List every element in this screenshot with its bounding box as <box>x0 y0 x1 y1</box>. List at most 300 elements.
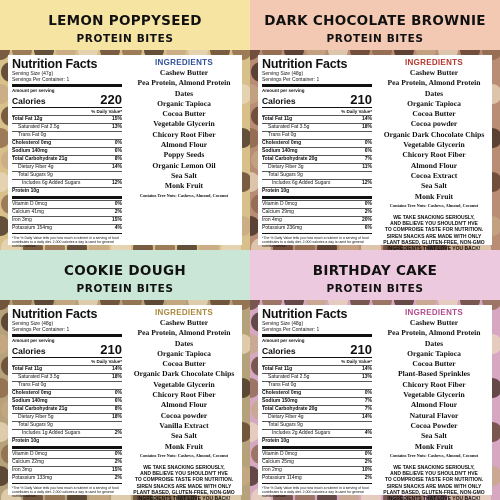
nutrient-dv: 0% <box>364 201 372 207</box>
nutrient-name: Iron 2mg <box>262 467 282 473</box>
nutrient-row <box>12 147 122 155</box>
nutrient-row <box>12 421 122 429</box>
nutrition-facts-heading: Nutrition Facts <box>12 57 98 71</box>
serving-size: Serving Size (48g) <box>262 321 304 327</box>
nutrient-name: Calcium 29mg <box>262 209 294 215</box>
calories-row <box>262 343 372 356</box>
ingredient-item: Dates <box>174 338 194 348</box>
daily-value-footnote: *The % Daily Value tells you how much a nutrient in a serving of food contributes to a daily diet. 2,000 calories a day is used for general nutrition advice. <box>12 236 119 248</box>
nutrition-facts-label <box>262 308 372 498</box>
nutrient-dv: 0% <box>364 140 372 146</box>
servings-per-container: Servings Per Container: 1 <box>12 77 70 83</box>
label-card <box>258 305 492 500</box>
calories-value: 220 <box>100 92 122 107</box>
divider <box>262 483 372 484</box>
ingredient-item: Pea Protein, Almond Protein <box>387 328 481 338</box>
serving-size: Serving Size (47g) <box>12 71 54 77</box>
ingredients-heading: INGREDIENTS <box>405 308 463 317</box>
nutrient-name: Total Sugars 9g <box>268 172 303 178</box>
nutrient-name: Total Carbohydrate 20g <box>262 156 318 162</box>
ingredient-item: Cocoa powder <box>410 119 458 129</box>
nutrient-dv: 2% <box>114 430 122 436</box>
nutrient-row <box>262 450 372 458</box>
ingredients-heading: INGREDIENTS <box>405 58 463 67</box>
ingredient-item: Almond Flour <box>160 400 208 410</box>
nutrient-dv: 2% <box>364 475 372 481</box>
nutrition-facts-heading: Nutrition Facts <box>262 307 348 321</box>
divider <box>12 483 122 484</box>
ingredient-item: Organic Lemon Oil <box>152 160 216 170</box>
nutrient-name: Sodium 140mg <box>12 398 48 404</box>
calories-value: 210 <box>350 342 372 357</box>
tagline-line: PLANT BASED, GLUTEN-FREE, NON-GMO <box>383 240 485 247</box>
daily-value-footnote: *The % Daily Value tells you how much a nutrient in a serving of food contributes to a daily diet. 2,000 calories a day is used for general nutrition advice. <box>262 236 369 248</box>
nutrient-name: Trans Fat 0g <box>268 132 297 138</box>
nutrient-dv: 7% <box>364 406 372 412</box>
calories-label: Calories <box>262 346 296 356</box>
nutrient-row <box>12 163 122 171</box>
amount-per-serving: Amount per serving <box>12 88 55 93</box>
nutrient-name: Iron 3mg <box>12 467 32 473</box>
nutrient-dv: 6% <box>114 398 122 404</box>
ingredient-item: Dates <box>174 88 194 98</box>
calories-label: Calories <box>262 96 296 106</box>
serving-size: Serving Size (48g) <box>12 321 54 327</box>
flavor-title: COOKIE DOUGH <box>64 263 186 279</box>
nutrient-row <box>12 171 122 179</box>
allergen-statement: Contains Tree Nuts: Cashews, Almond, Coconut <box>139 192 229 198</box>
product-panel-2 <box>250 0 500 250</box>
nutrient-name: Trans Fat 0g <box>268 382 297 388</box>
ingredient-item: Sea Salt <box>171 170 197 180</box>
ingredient-item: Chicory Root Fiber <box>152 390 216 400</box>
nutrient-dv: 0% <box>364 451 372 457</box>
daily-value-header: % Daily Value* <box>341 359 372 364</box>
label-card <box>8 305 242 500</box>
servings-per-container: Servings Per Container: 1 <box>262 327 320 333</box>
nutrient-row <box>12 179 122 187</box>
ingredient-item: Cocoa Butter <box>412 109 456 119</box>
ingredients-heading: INGREDIENTS <box>155 58 213 67</box>
nutrient-dv: 12% <box>361 180 372 186</box>
product-subtitle: PROTEIN BITES <box>326 33 424 45</box>
nutrient-dv: 7% <box>364 156 372 162</box>
nutrient-dv: 2% <box>364 209 372 215</box>
allergen-statement: Contains Tree Nuts: Cashews, Almond, Coconut <box>139 452 229 458</box>
ingredient-item: Vegetable Glycerin <box>403 140 465 150</box>
ingredient-item: Organic Tapioca <box>157 98 211 108</box>
ingredients-block <box>126 57 242 199</box>
nutrient-name: Protein 10g <box>262 438 290 444</box>
calories-row <box>262 93 372 106</box>
nutrient-name: Potassium 154mg <box>12 225 53 231</box>
nutrient-row <box>12 381 122 389</box>
nutrient-name: Sodium 140mg <box>262 148 298 154</box>
product-panel-1 <box>0 0 250 250</box>
nutrient-row <box>262 405 372 413</box>
nutrient-row <box>12 200 122 208</box>
ingredient-item: Dates <box>424 338 444 348</box>
tagline-line: AND BELIEVE YOU SHOULDN'T HVE <box>140 471 228 478</box>
nutrient-row <box>262 208 372 216</box>
nutrition-facts-heading: Nutrition Facts <box>262 57 348 71</box>
nutrient-name: Potassium 236mg <box>262 225 303 231</box>
amount-per-serving: Amount per serving <box>262 88 305 93</box>
nutrient-name: Vitamin D 0mcg <box>12 451 48 457</box>
tagline-line: TO COMPROISE TASTE FOR NUTRITION. <box>384 477 484 484</box>
tagline-line: WE TAKE SNACKING SERIOUSLY, <box>393 214 475 221</box>
nutrient-row <box>262 365 372 373</box>
nutrient-dv: 2% <box>114 475 122 481</box>
nutrient-dv: 13% <box>111 124 122 130</box>
nutrient-dv: 15% <box>111 116 122 122</box>
divider <box>12 446 122 449</box>
divider <box>262 107 372 108</box>
nutrient-name: Dietary Fiber 4g <box>18 164 54 170</box>
divider <box>12 233 122 234</box>
calories-label: Calories <box>12 346 46 356</box>
nutrient-row <box>262 139 372 147</box>
ingredient-item: Cocoa Extract <box>410 170 458 180</box>
nutrient-name: Total Fat 11g <box>12 366 43 372</box>
tagline-line: INGREDIENTS THAT LOVE YOU BACK! <box>137 496 231 500</box>
nutrient-name: Includes 6g Added Sugars <box>22 180 81 186</box>
ingredient-item: Pea Protein, Almond Protein <box>137 328 231 338</box>
allergen-statement: Contains Tree Nuts: Cashews, Almond, Coconut <box>389 202 479 208</box>
nutrient-name: Vitamin D 0mcg <box>262 451 298 457</box>
ingredient-item: Monk Fruit <box>164 181 204 191</box>
nutrient-name: Iron 3mg <box>12 217 32 223</box>
ingredient-item: Monk Fruit <box>414 191 454 201</box>
nutrient-row <box>262 397 372 405</box>
nutrient-dv: 2% <box>364 459 372 465</box>
nutrient-dv: 15% <box>111 217 122 223</box>
nutrient-row <box>262 373 372 381</box>
ingredient-item: Cashew Butter <box>409 318 459 327</box>
ingredient-item: Organic Tapioca <box>407 348 461 358</box>
flavor-title: LEMON POPPYSEED <box>48 13 202 29</box>
calories-label: Calories <box>12 96 46 106</box>
nutrient-row <box>262 437 372 445</box>
tagline-line: WE TAKE SNACKING SERIOUSLY, <box>393 464 475 471</box>
nutrient-dv: 14% <box>361 414 372 420</box>
ingredient-item: Pea Protein, Almond Protein <box>387 78 481 88</box>
daily-value-footnote: *The % Daily Value tells you how much a nutrient in a serving of food contributes to a daily diet. 2,000 calories a day is used for general nutrition advice. <box>12 486 119 498</box>
nutrition-facts-label <box>12 308 122 498</box>
ingredient-item: Monk Fruit <box>414 441 454 451</box>
nutrient-name: Trans Fat 0g <box>18 132 47 138</box>
nutrient-dv: 18% <box>361 124 372 130</box>
nutrient-row <box>262 123 372 131</box>
nutrient-dv: 4% <box>114 225 122 231</box>
nutrient-name: Includes 2g Added Sugars <box>272 430 331 436</box>
ingredient-item: Cocoa Butter <box>162 109 206 119</box>
nutrient-row <box>12 474 122 482</box>
nutrient-row <box>262 466 372 474</box>
nutrient-name: Total Sugars 9g <box>18 422 53 428</box>
divider <box>262 84 372 87</box>
tagline-line: TO COMPROISE TASTE FOR NUTRITION. <box>384 227 484 234</box>
nutrient-name: Dietary Fiber 3g <box>268 164 304 170</box>
nutrient-row <box>262 163 372 171</box>
amount-per-serving: Amount per serving <box>262 338 305 343</box>
nutrient-row <box>262 179 372 187</box>
product-panel-4 <box>250 250 500 500</box>
nutrient-name: Calcium 22mg <box>12 459 44 465</box>
nutrient-name: Total Fat 11g <box>262 366 293 372</box>
nutrient-row <box>12 123 122 131</box>
divider <box>12 196 122 199</box>
product-panel-3 <box>0 250 250 500</box>
nutrient-name: Vitamin D 0mcg <box>262 201 298 207</box>
divider <box>12 334 122 337</box>
ingredient-item: Vegetable Glycerin <box>153 379 215 389</box>
nutrient-row <box>12 437 122 445</box>
nutrient-row <box>12 450 122 458</box>
nutrient-dv: 0% <box>114 140 122 146</box>
nutrient-row <box>12 187 122 195</box>
nutrient-row <box>12 397 122 405</box>
divider <box>262 334 372 337</box>
nutrient-row <box>12 405 122 413</box>
tagline-line: AND BELIEVE YOU SHOULDN'T HVE <box>390 471 478 478</box>
nutrient-row <box>262 224 372 232</box>
nutrient-dv: 6% <box>364 148 372 154</box>
nutrient-dv: 8% <box>114 156 122 162</box>
daily-value-header: % Daily Value* <box>91 109 122 114</box>
label-card <box>258 55 492 250</box>
brand-tagline <box>376 215 492 250</box>
nutrient-row <box>262 216 372 224</box>
nutrient-name: Total Fat 12g <box>12 116 43 122</box>
nutrient-dv: 12% <box>111 180 122 186</box>
nutrient-name: Cholesterol 0mg <box>262 140 302 146</box>
nutrient-name: Saturated Fat 3.5g <box>18 374 60 380</box>
ingredient-item: Organic Dark Chocolate Chips <box>133 369 235 379</box>
nutrient-name: Protein 10g <box>262 188 290 194</box>
nutrient-dv: 13% <box>361 374 372 380</box>
nutrient-row <box>12 224 122 232</box>
nutrient-dv: 14% <box>111 164 122 170</box>
ingredient-item: Sea Salt <box>421 431 447 441</box>
nutrient-dv: 0% <box>114 201 122 207</box>
servings-per-container: Servings Per Container: 1 <box>12 327 70 333</box>
label-card <box>8 55 242 248</box>
tagline-line: PLANT BASED, GLUTEN-FREE, NON-GMO <box>383 490 485 497</box>
nutrient-row <box>12 155 122 163</box>
ingredient-item: Vanilla Extract <box>159 420 209 430</box>
product-subtitle: PROTEIN BITES <box>76 283 174 295</box>
ingredient-item: Cashew Butter <box>409 68 459 77</box>
serving-size: Serving Size (48g) <box>262 71 304 77</box>
nutrient-row <box>262 155 372 163</box>
nutrient-row <box>12 139 122 147</box>
nutrient-row <box>262 413 372 421</box>
ingredient-item: Almond Flour <box>410 160 458 170</box>
nutrient-name: Potassium 133mg <box>12 475 53 481</box>
calories-row <box>12 343 122 356</box>
nutrient-row <box>12 365 122 373</box>
nutrient-dv: 20% <box>361 217 372 223</box>
flavor-title: BIRTHDAY CAKE <box>312 263 438 279</box>
tagline-line: TO COMPROISE TASTE FOR NUTRITION. <box>134 477 234 484</box>
divider <box>262 357 372 358</box>
ingredient-item: Dates <box>424 88 444 98</box>
tagline-line: SIREN SNACKS ARE MADE WITH ONLY <box>136 483 232 490</box>
ingredient-item: Organic Tapioca <box>407 98 461 108</box>
nutrient-dv: 2% <box>114 459 122 465</box>
nutrient-name: Saturated Fat 2.5g <box>268 374 310 380</box>
nutrient-name: Total Carbohydrate 21g <box>12 406 68 412</box>
nutrient-row <box>12 413 122 421</box>
tagline-line: PLANT BASED, GLUTEN-FREE, NON-GMO <box>133 490 235 497</box>
nutrient-name: Saturated Fat 2.5g <box>18 124 60 130</box>
nutrient-dv: 15% <box>111 467 122 473</box>
nutrient-name: Trans Fat 0g <box>18 382 47 388</box>
nutrient-name: Cholesterol 0mg <box>12 140 52 146</box>
nutrition-facts-label <box>12 58 122 248</box>
ingredient-item: Almond Flour <box>410 400 458 410</box>
nutrient-name: Potassium 114mg <box>262 475 302 481</box>
nutrient-row <box>262 389 372 397</box>
nutrient-name: Vitamin D 0mcg <box>12 201 48 207</box>
nutrient-row <box>262 171 372 179</box>
divider <box>12 107 122 108</box>
nutrient-name: Total Sugars 9g <box>18 172 53 178</box>
nutrient-row <box>262 474 372 482</box>
nutrient-dv: 10% <box>361 467 372 473</box>
nutrient-name: Total Carbohydrate 21g <box>12 156 68 162</box>
nutrient-dv: 4% <box>364 430 372 436</box>
nutrient-row <box>262 115 372 123</box>
ingredient-item: Cocoa Powder <box>410 420 458 430</box>
tagline-line: INGREDIENTS THAT LOVE YOU BACK! <box>387 496 481 500</box>
nutrient-dv: 7% <box>364 398 372 404</box>
nutrient-row <box>262 147 372 155</box>
nutrient-name: Total Sugars 9g <box>268 422 303 428</box>
ingredient-item: Plant-Based Sprinkles <box>398 369 470 379</box>
ingredient-item: Cocoa Butter <box>412 359 456 369</box>
nutrient-row <box>12 458 122 466</box>
nutrient-row <box>262 187 372 195</box>
nutrient-dv: 8% <box>114 406 122 412</box>
tagline-line: AND BELIEVE YOU SHOULDN'T HVE <box>390 221 478 228</box>
ingredients-heading: INGREDIENTS <box>155 308 213 317</box>
brand-tagline <box>376 465 492 500</box>
ingredient-item: Vegetable Glycerin <box>153 119 215 129</box>
servings-per-container: Servings Per Container: 1 <box>262 77 320 83</box>
nutrient-dv: 0% <box>114 390 122 396</box>
ingredient-item: Organic Tapioca <box>157 348 211 358</box>
nutrient-name: Calcium 41mg <box>12 209 44 215</box>
ingredient-item: Almond Flour <box>160 140 208 150</box>
nutrient-name: Total Fat 11g <box>262 116 293 122</box>
ingredients-block <box>376 57 492 250</box>
nutrient-dv: 11% <box>362 164 372 170</box>
tagline-line: INGREDIENTS THAT LOVE YOU BACK! <box>387 246 481 250</box>
nutrient-dv: 6% <box>114 148 122 154</box>
daily-value-header: % Daily Value* <box>341 109 372 114</box>
nutrient-dv: 0% <box>364 390 372 396</box>
nutrient-dv: 14% <box>361 116 372 122</box>
ingredient-item: Cocoa Butter <box>162 359 206 369</box>
nutrient-name: Dietary Fiber 4g <box>268 414 304 420</box>
divider <box>12 84 122 87</box>
ingredient-item: Monk Fruit <box>164 441 204 451</box>
ingredient-item: Cashew Butter <box>159 68 209 77</box>
nutrient-name: Protein 10g <box>12 188 40 194</box>
ingredient-item: Chicory Root Fiber <box>152 129 216 139</box>
nutrient-row <box>12 389 122 397</box>
nutrient-dv: 18% <box>111 374 122 380</box>
nutrition-facts-heading: Nutrition Facts <box>12 307 98 321</box>
divider <box>262 446 372 449</box>
tagline-line: SIREN SNACKS ARE MADE WITH ONLY <box>386 233 482 240</box>
nutrient-row <box>262 200 372 208</box>
nutrient-dv: 14% <box>111 366 122 372</box>
nutrient-row <box>262 429 372 437</box>
nutrient-name: Saturated Fat 3.5g <box>268 124 310 130</box>
nutrient-name: Sodium 140mg <box>12 148 48 154</box>
nutrient-row <box>12 373 122 381</box>
nutrient-row <box>12 216 122 224</box>
nutrient-row <box>262 381 372 389</box>
ingredient-item: Vegetable Glycerin <box>403 390 465 400</box>
tagline-line: SIREN SNACKS ARE MADE WITH ONLY <box>386 483 482 490</box>
daily-value-header: % Daily Value* <box>91 359 122 364</box>
ingredient-item: Chicory Root Fiber <box>402 379 466 389</box>
ingredients-block <box>376 307 492 500</box>
product-subtitle: PROTEIN BITES <box>326 283 424 295</box>
ingredient-item: Sea Salt <box>421 181 447 191</box>
nutrient-row <box>262 458 372 466</box>
nutrient-dv: 6% <box>364 225 372 231</box>
nutrient-name: Cholesterol 0mg <box>12 390 52 396</box>
nutrient-name: Cholesterol 0mg <box>262 390 302 396</box>
ingredient-item: Natural Flavor <box>409 410 459 420</box>
ingredient-item: Poppy Seeds <box>163 150 205 160</box>
nutrient-row <box>262 131 372 139</box>
nutrient-row <box>12 429 122 437</box>
product-subtitle: PROTEIN BITES <box>76 33 174 45</box>
nutrient-row <box>12 131 122 139</box>
nutrient-dv: 14% <box>361 366 372 372</box>
nutrient-row <box>12 208 122 216</box>
nutrient-name: Includes 6g Added Sugars <box>272 180 331 186</box>
calories-row <box>12 93 122 106</box>
divider <box>12 357 122 358</box>
nutrient-name: Iron 4mg <box>262 217 282 223</box>
ingredient-item: Pea Protein, Almond Protein <box>137 78 231 88</box>
nutrient-row <box>12 466 122 474</box>
ingredient-item: Cocoa powder <box>160 410 208 420</box>
nutrient-name: Includes 1g Added Sugars <box>22 430 81 436</box>
nutrient-dv: 2% <box>114 209 122 215</box>
divider <box>262 196 372 199</box>
nutrient-dv: 18% <box>111 414 122 420</box>
nutrient-row <box>262 421 372 429</box>
tagline-line: WE TAKE SNACKING SERIOUSLY, <box>143 464 225 471</box>
allergen-statement: Contains Tree Nuts: Cashews, Almond, Coconut <box>389 452 479 458</box>
amount-per-serving: Amount per serving <box>12 338 55 343</box>
nutrient-name: Dietary Fiber 5g <box>18 414 54 420</box>
ingredient-item: Sea Salt <box>171 431 197 441</box>
calories-value: 210 <box>350 92 372 107</box>
ingredient-item: Chicory Root Fiber <box>402 150 466 160</box>
calories-value: 210 <box>100 342 122 357</box>
nutrient-row <box>12 115 122 123</box>
nutrition-facts-label <box>262 58 372 248</box>
